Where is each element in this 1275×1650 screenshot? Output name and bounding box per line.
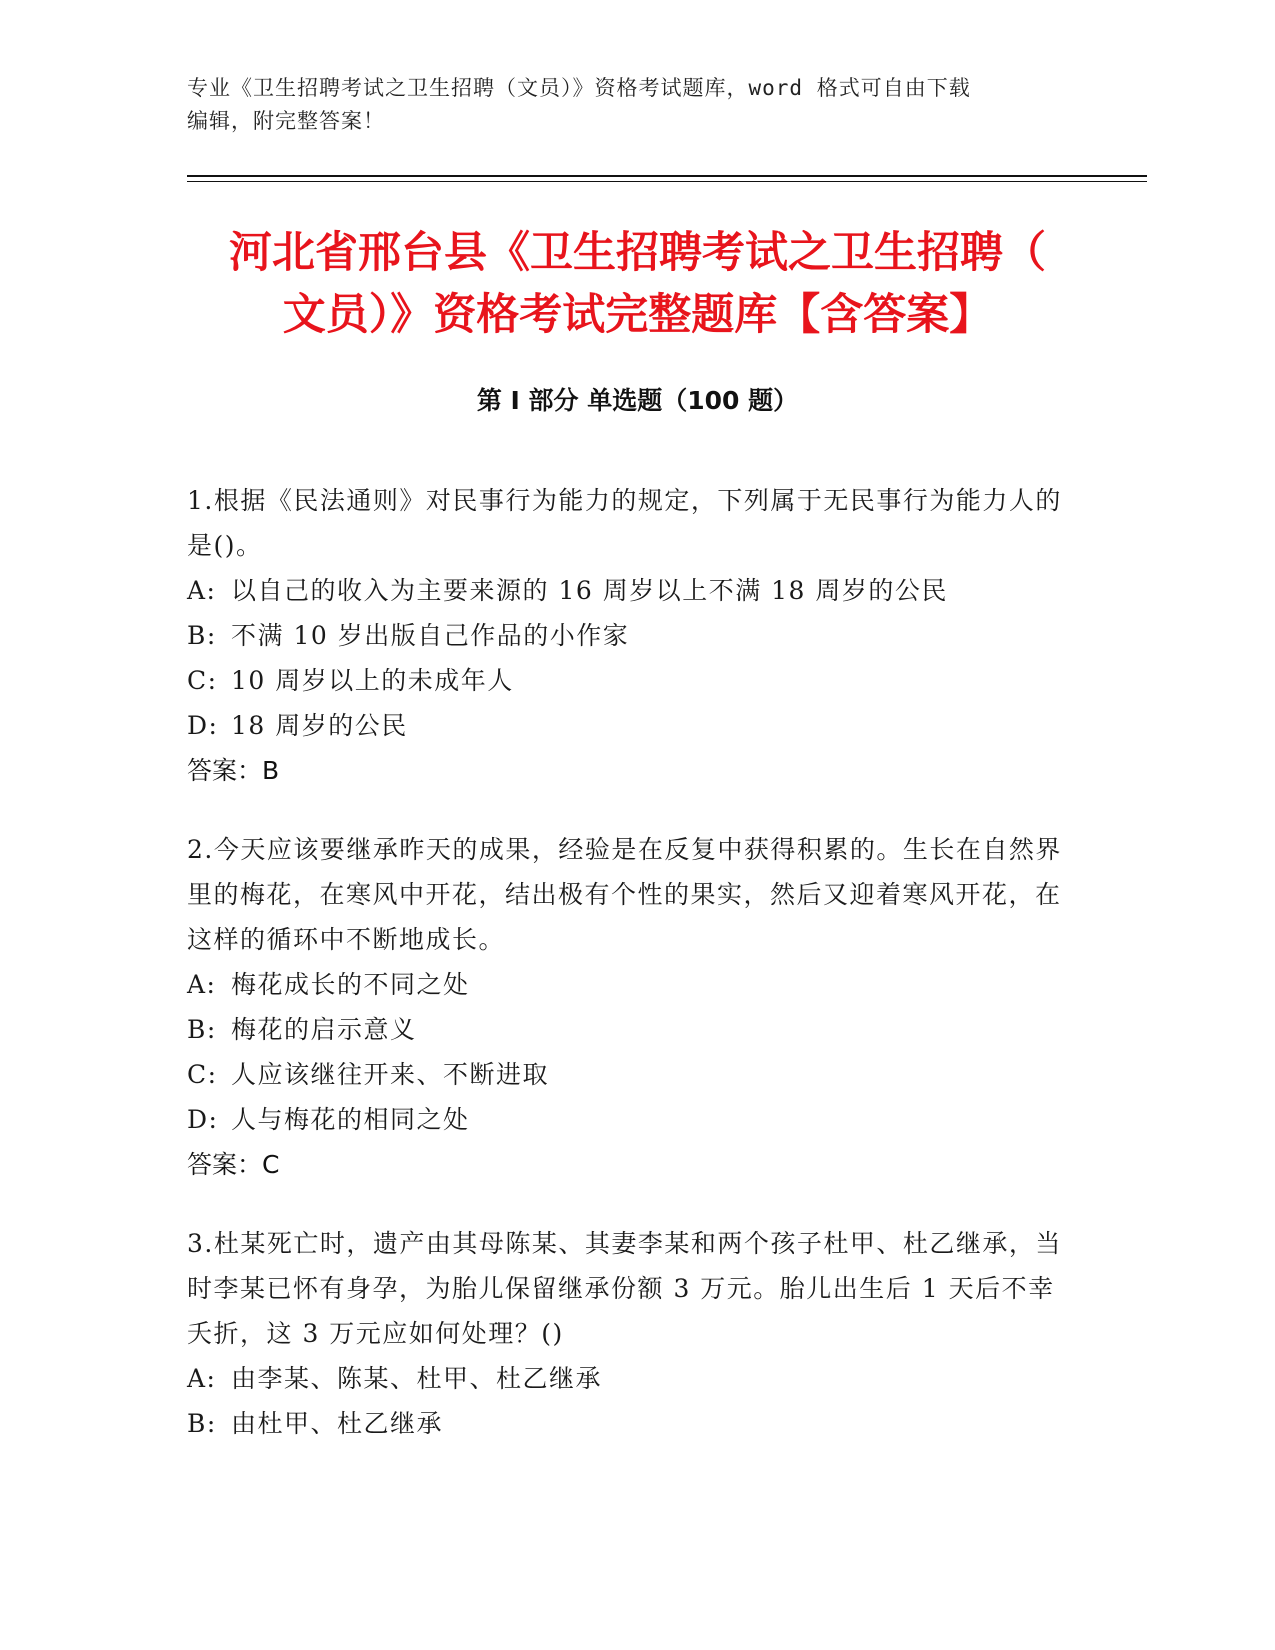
option-b: [187, 613, 1067, 658]
header-line-2: 编辑，附完整答案！: [187, 109, 385, 133]
option-letter: A:: [187, 576, 217, 605]
option-text: 以自己的收入为主要来源的 16 周岁以上不满 18 周岁的公民: [231, 576, 948, 605]
header-divider-thick: [187, 175, 1147, 177]
question-text: 2.今天应该要继承昨天的成果，经验是在反复中获得积累的。生长在自然界里的梅花，在寒风中开花，结出极有个性的果实，然后又迎着寒风开花，在这样的循环中不断地成长。: [187, 835, 1062, 954]
option-d: [187, 703, 1067, 748]
option-c: [187, 658, 1067, 703]
title-line-1: 河北省邢台县《卫生招聘考试之卫生招聘（: [229, 228, 1046, 278]
answer-line: 答案：C: [187, 1150, 280, 1179]
option-letter: C:: [187, 1060, 218, 1089]
question-text: 1.根据《民法通则》对民事行为能力的规定，下列属于无民事行为能力人的是()。: [187, 486, 1062, 560]
option-text: 梅花成长的不同之处: [231, 970, 470, 999]
question-list: [187, 478, 1067, 1480]
option-text: 不满 10 岁出版自己作品的小作家: [231, 621, 630, 650]
option-letter: D:: [187, 711, 219, 740]
option-text: 10 周岁以上的未成年人: [231, 666, 514, 695]
option-a: [187, 568, 1067, 613]
option-text: 梅花的启示意义: [231, 1015, 417, 1044]
option-b: [187, 1401, 1067, 1446]
option-letter: A:: [187, 970, 217, 999]
question-3: [187, 1221, 1067, 1446]
option-letter: B:: [187, 1015, 217, 1044]
option-letter: B:: [187, 1409, 217, 1438]
option-text: 18 周岁的公民: [231, 711, 408, 740]
option-text: 人应该继往开来、不断进取: [231, 1060, 550, 1089]
option-letter: D:: [187, 1105, 219, 1134]
header-line-1: 专业《卫生招聘考试之卫生招聘（文员）》资格考试题库，word 格式可自由下载: [187, 76, 971, 100]
question-2: [187, 827, 1067, 1187]
question-text: 3.杜某死亡时，遗产由其母陈某、其妻李某和两个孩子杜甲、杜乙继承，当时李某已怀有身孕，为胎儿保留继承份额 3 万元。胎儿出生后 1 天后不幸夭折，这 3 万元应如何处理？(): [187, 1229, 1062, 1348]
title-line-2: 文员）》资格考试完整题库【含答案】: [282, 290, 993, 340]
document-title: [150, 222, 1125, 346]
option-a: [187, 1356, 1067, 1401]
option-d: [187, 1097, 1067, 1142]
option-text: 人与梅花的相同之处: [231, 1105, 470, 1134]
option-c: [187, 1052, 1067, 1097]
option-b: [187, 1007, 1067, 1052]
option-letter: A:: [187, 1364, 217, 1393]
option-a: [187, 962, 1067, 1007]
option-text: 由李某、陈某、杜甲、杜乙继承: [231, 1364, 603, 1393]
option-letter: C:: [187, 666, 218, 695]
header-divider-thin: [187, 181, 1147, 182]
document-header: [187, 72, 1087, 138]
answer-line: 答案：B: [187, 756, 280, 785]
option-letter: B:: [187, 621, 217, 650]
question-1: [187, 478, 1067, 793]
option-text: 由杜甲、杜乙继承: [231, 1409, 444, 1438]
section-title: 第 I 部分 单选题（100 题）: [476, 386, 799, 415]
